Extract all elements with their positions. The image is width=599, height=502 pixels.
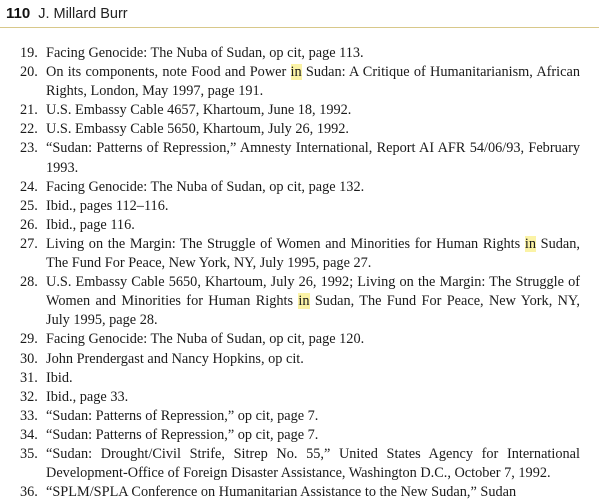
endnote-text-segment: Facing Genocide: The Nuba of Sudan, op cit, page 120.	[46, 331, 365, 348]
endnote-text	[46, 350, 580, 369]
endnote-text-segment: Sudan, The Fund For Peace, New York, NY, July 1995, page 28.	[46, 293, 580, 329]
endnote-item	[20, 120, 580, 139]
endnote-text-segment: Living on the Margin: The Struggle of Women and Minorities for Human Rights	[46, 235, 525, 252]
endnote-item	[20, 273, 580, 330]
endnote-text	[46, 63, 580, 101]
endnote-text-segment: John Prendergast and Nancy Hopkins, op cit.	[46, 350, 304, 367]
endnote-item	[20, 483, 580, 502]
endnote-text-segment: On its components, note Food and Power	[46, 64, 291, 81]
endnote-item	[20, 426, 580, 445]
endnote-text	[46, 44, 580, 63]
endnote-item	[20, 407, 580, 426]
search-highlight: in	[524, 235, 536, 252]
endnote-number: 35.	[20, 445, 38, 462]
endnote-number: 28.	[20, 274, 38, 291]
endnote-text	[46, 178, 580, 197]
endnote-text-segment: “Sudan: Patterns of Repression,” op cit, page 7.	[46, 407, 319, 424]
endnote-text	[46, 273, 580, 330]
endnote-text-segment: Ibid., page 116.	[46, 216, 135, 233]
endnote-number: 34.	[20, 426, 38, 443]
endnote-text	[46, 216, 580, 235]
page-header	[0, 0, 599, 28]
endnote-item	[20, 369, 580, 388]
endnote-text-segment: Ibid., page 33.	[46, 388, 129, 405]
endnote-number: 33.	[20, 407, 38, 424]
endnote-number: 23.	[20, 140, 38, 157]
endnote-item	[20, 63, 580, 101]
endnote-text	[46, 445, 580, 483]
endnote-text-segment: “Sudan: Patterns of Repression,” Amnesty International, Report AI AFR 54/06/93, February 1993.	[46, 140, 580, 176]
endnote-text	[46, 101, 580, 120]
endnote-text-segment: Ibid., pages 112–116.	[46, 197, 169, 214]
endnote-number: 24.	[20, 178, 38, 195]
endnote-text	[46, 483, 580, 502]
endnote-number: 20.	[20, 64, 38, 81]
endnote-text	[46, 197, 580, 216]
endnote-number: 21.	[20, 102, 38, 119]
endnote-number: 30.	[20, 350, 38, 367]
endnote-text-segment: U.S. Embassy Cable 4657, Khartoum, June 18, 1992.	[46, 102, 352, 119]
endnote-number: 19.	[20, 45, 38, 61]
endnote-number: 32.	[20, 388, 38, 405]
endnote-text-segment: Ibid.	[46, 369, 73, 386]
endnote-text	[46, 120, 580, 139]
endnote-text-segment: Facing Genocide: The Nuba of Sudan, op cit, page 132.	[46, 178, 365, 195]
endnote-text	[46, 407, 580, 426]
running-head-author: J. Millard Burr	[38, 5, 128, 22]
endnote-item	[20, 350, 580, 369]
endnote-number: 29.	[20, 331, 38, 348]
search-highlight: in	[298, 293, 310, 310]
search-highlight: in	[290, 64, 302, 81]
endnotes-list	[20, 44, 580, 502]
endnote-number: 27.	[20, 235, 38, 252]
endnote-number: 26.	[20, 216, 38, 233]
endnote-text	[46, 369, 580, 388]
endnote-text-segment: Sudan, The Fund For Peace, New York, NY, July 1995, page 27.	[46, 235, 580, 272]
endnote-text	[46, 235, 580, 273]
endnote-item	[20, 101, 580, 120]
endnote-item	[20, 216, 580, 235]
endnote-text-segment: “Sudan: Patterns of Repression,” op cit, page 7.	[46, 426, 319, 443]
endnote-text-segment: Sudan: A Critique of Humanitarianism, African Rights, London, May 1997, page 191.	[46, 64, 580, 100]
endnote-text-segment: “Sudan: Drought/Civil Strife, Sitrep No. 55,” United States Agency for International Development-Office of Foreign Disaster Assistance, Washington D.C., October 7, 1992.	[46, 445, 580, 482]
endnote-item	[20, 388, 580, 407]
endnote-text	[46, 139, 580, 177]
endnote-item	[20, 178, 580, 197]
endnote-item	[20, 44, 580, 63]
endnote-text-segment: Facing Genocide: The Nuba of Sudan, op cit, page 113.	[46, 45, 364, 61]
endnote-text-segment: U.S. Embassy Cable 5650, Khartoum, July 26, 1992; Living on the Margin: The Struggle of Women and Minorities for Human Rights	[46, 274, 580, 310]
endnote-item	[20, 445, 580, 483]
endnote-number: 36.	[20, 484, 38, 501]
endnote-text	[46, 426, 580, 445]
endnote-text	[46, 388, 580, 407]
endnote-text-segment: U.S. Embassy Cable 5650, Khartoum, July 26, 1992.	[46, 121, 349, 138]
endnote-item	[20, 197, 580, 216]
endnote-item	[20, 139, 580, 177]
endnote-number: 25.	[20, 197, 38, 214]
endnote-text-segment: “SPLM/SPLA Conference on Humanitarian Assistance to the New Sudan,” Sudan	[46, 484, 517, 501]
endnote-number: 22.	[20, 121, 38, 138]
page-number: 110	[6, 5, 31, 22]
endnote-item	[20, 330, 580, 349]
endnote-item	[20, 235, 580, 273]
endnote-number: 31.	[20, 369, 38, 386]
endnote-text	[46, 330, 580, 349]
